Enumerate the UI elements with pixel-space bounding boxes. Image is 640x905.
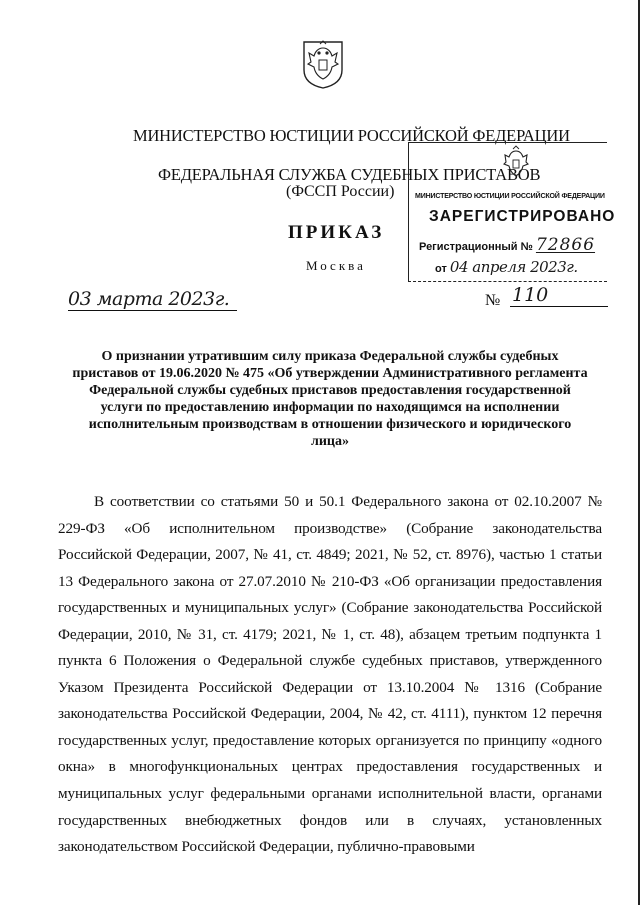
document-title: О признании утратившим силу приказа Федеральной службы судебных приставов от 19.06.2020 № 475 «Об утверждении Административного регламента Федеральной службы судебных приставов предоставления государственной услуги по предоставлению информации по находящимся на исполнении исполнительным производствам в отношении физического и юридического лица» [72,349,588,449]
order-number-label: № [485,292,501,309]
order-date: 03 марта 2023г. [68,288,237,311]
order-title: ПРИКАЗ [288,222,385,243]
stamp-status: ЗАРЕГИСТРИРОВАНО [429,208,616,225]
stamp-emblem-icon [501,145,531,185]
stamp-reg-label: Регистрационный № [419,241,533,253]
service-name: ФЕДЕРАЛЬНАЯ СЛУЖБА СУДЕБНЫХ ПРИСТАВОВ [158,165,541,184]
order-city: Москва [306,258,366,273]
stamp-reg-number: 72866 [535,235,596,255]
order-number: 110 [510,284,608,307]
stamp-ministry: МИНИСТЕРСТВО ЮСТИЦИИ РОССИЙСКОЙ ФЕДЕРАЦИИ [415,191,605,200]
service-short-name: (ФССП России) [286,183,395,200]
stamp-date-value: 04 апреля 2023г. [449,258,578,276]
ministry-name: МИНИСТЕРСТВО ЮСТИЦИИ РОССИЙСКОЙ ФЕДЕРАЦИИ [133,126,570,145]
registration-stamp [408,142,616,282]
stamp-registration [419,235,595,255]
stamp-date-label: от [435,263,447,275]
coat-of-arms-icon [300,36,346,90]
stamp-date [435,258,578,276]
document-body: В соответствии со статьями 50 и 50.1 Федерального закона от 02.10.2007 № 229-ФЗ «Об исполнительном производстве» (Собрание законодательства Российской Федерации, 2007, № 41, ст. 4849; 2021, № 52, ст. 8976), частью 1 статьи 13 Федерального закона от 27.07.2010 № 210-ФЗ «Об организации предоставления государственных и муниципальных услуг» (Собрание законодательства Российской Федерации, 2010, № 31, ст. 4179; 2021, № 1, ст. 48), абзацем третьим подпункта 1 пункта 6 Положения о Федеральной службе судебных приставов, утвержденного Указом Президента Российской Федерации от 13.10.2004 № 1316 (Собрание законодательства Российской Федерации, 2004, № 42, ст. 4111), пунктом 12 перечня государственных услуг, предоставление которых организуется по принципу «одного окна» в многофункциональных центрах предоставления государственных и муниципальных услуг федеральными органами исполнительной власти, органами государственных внебюджетных фондов или в случаях, установленных законодательством Российской Федерации, публично-правовыми [58,493,602,856]
